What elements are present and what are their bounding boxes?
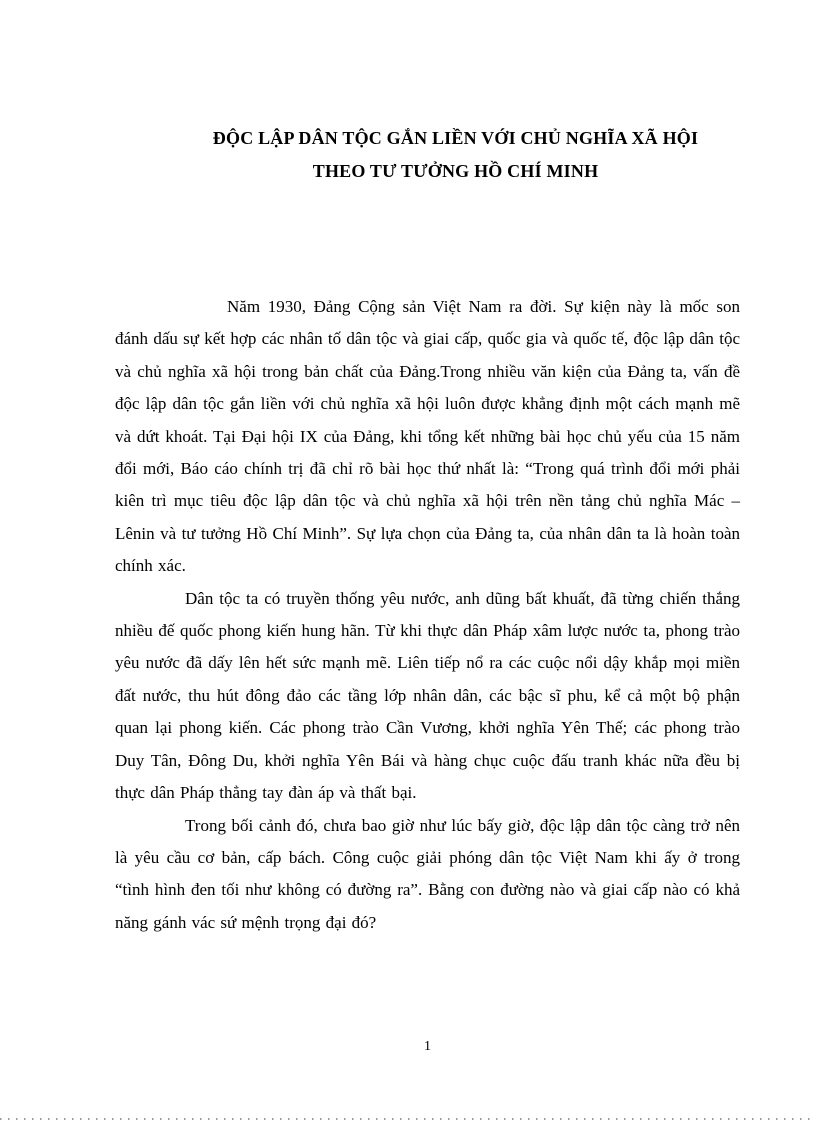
paragraph-1: Năm 1930, Đảng Cộng sản Việt Nam ra đời. Sự kiện này là mốc son đánh dấu sự kết hợp các nhân tố dân tộc và giai cấp, quốc gia và quốc tế, độc lập dân tộc và chủ nghĩa xã hội trong bản chất của Đảng.Trong nhiều văn kiện của Đảng ta, vấn đề độc lập dân tộc gắn liền với chủ nghĩa xã hội luôn được khẳng định một cách mạnh mẽ và dứt khoát. Tại Đại hội IX của Đảng, khi tổng kết những bài học chủ yếu của 15 năm đổi mới, Báo cáo chính trị đã chỉ rõ bài học thứ nhất là: “Trong quá trình đổi mới phải kiên trì mục tiêu độc lập dân tộc và chủ nghĩa xã hội trên nền tảng chủ nghĩa Mác – Lênin và tư tưởng Hồ Chí Minh”. Sự lựa chọn của Đảng ta, của nhân dân ta là hoàn toàn chính xác.	[115, 297, 740, 576]
paragraph-3: Trong bối cảnh đó, chưa bao giờ như lúc bấy giờ, độc lập dân tộc càng trở nên là yêu cầu cơ bản, cấp bách. Công cuộc giải phóng dân tộc Việt Nam khi ấy ở trong “tình hình đen tối như không có đường ra”. Bằng con đường nào và giai cấp nào có khả năng gánh vác sứ mệnh trọng đại đó?	[115, 815, 740, 932]
title-line-1: ĐỘC LẬP DÂN TỘC GẮN LIỀN VỚI CHỦ NGHĨA XÃ HỘI	[212, 128, 699, 148]
document-body	[115, 291, 740, 939]
document-title	[115, 122, 740, 188]
page-break-separator	[0, 1118, 816, 1120]
title-line-2: THEO TƯ TƯỞNG HỒ CHÍ MINH	[312, 161, 599, 181]
page-number: 1	[424, 1039, 431, 1054]
document-content	[115, 0, 740, 939]
paragraph-2: Dân tộc ta có truyền thống yêu nước, anh dũng bất khuất, đã từng chiến thắng nhiều đế quốc phong kiến hung hãn. Từ khi thực dân Pháp xâm lược nước ta, phong trào yêu nước đã dấy lên hết sức mạnh mẽ. Liên tiếp nổ ra các cuộc nổi dậy khắp mọi miền đất nước, thu hút đông đảo các tầng lớp nhân dân, các bậc sĩ phu, kể cả một bộ phận quan lại phong kiến. Các phong trào Cần Vương, khởi nghĩa Yên Thế; các phong trào Duy Tân, Đông Du, khởi nghĩa Yên Bái và hàng chục cuộc đấu tranh khác nữa đều bị thực dân Pháp thẳng tay đàn áp và thất bại.	[115, 588, 740, 803]
